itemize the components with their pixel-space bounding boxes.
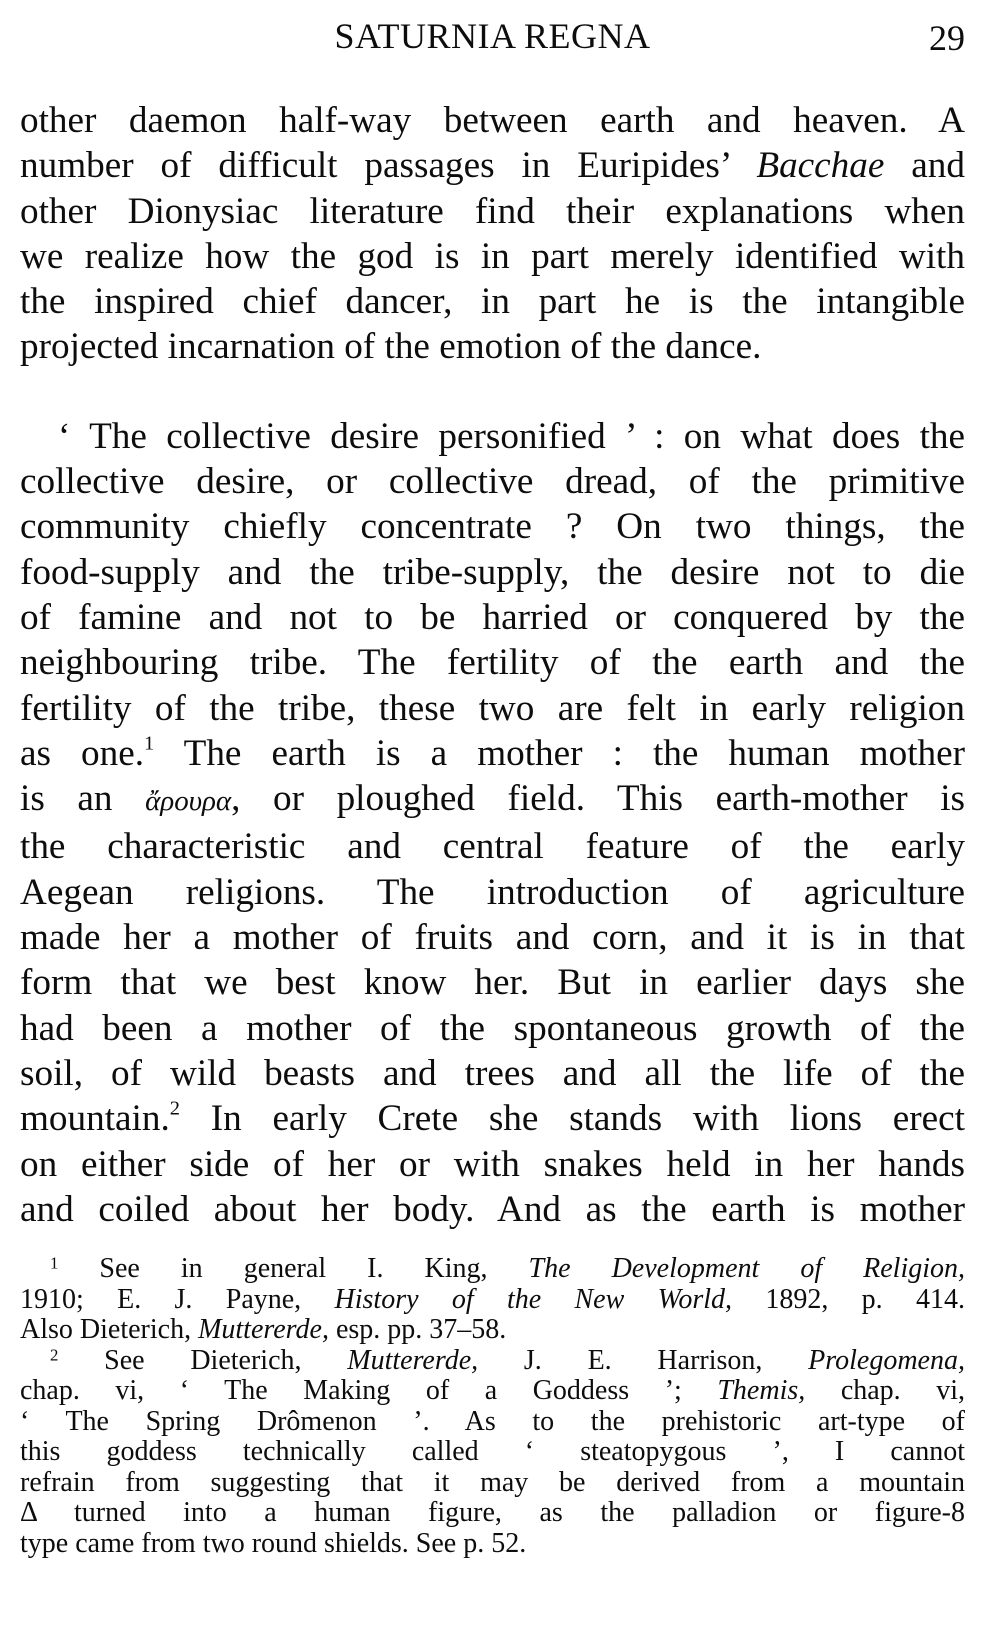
italic-title: Muttererde,: [198, 1314, 329, 1346]
footnotes: [20, 1254, 965, 1559]
footnote-2-line: refrain from suggesting that it may be derived from a mountain: [20, 1466, 965, 1498]
text-span: 1892, p. 414.: [732, 1283, 965, 1315]
text-line: projected incarnation of the emotion of the dance.: [20, 326, 762, 368]
text-line: Aegean religions. The introduction of agriculture: [20, 871, 965, 913]
text-span: mountain.: [20, 1098, 170, 1140]
text-line: fertility of the tribe, these two are felt in early religion: [20, 687, 965, 729]
text-line: [20, 143, 965, 188]
text-line: collective desire, or collective dread, of the primitive: [20, 461, 965, 503]
footnote-2-line: this goddess technically called ‘ steatopygous ’, I cannot: [20, 1436, 965, 1468]
text-span: , or ploughed field. This earth-mother is: [231, 778, 966, 820]
text-line: ‘ The collective desire personified ’ : on what does the: [58, 415, 965, 457]
text-span: and: [884, 145, 965, 187]
text-line: had been a mother of the spontaneous growth of the: [20, 1007, 965, 1049]
text-span: esp. pp. 37–58.: [328, 1314, 507, 1346]
paragraph-1: [20, 98, 965, 370]
italic-title: History of the New World,: [334, 1283, 733, 1315]
running-title: SATURNIA REGNA: [334, 16, 651, 56]
italic-title: Themis,: [717, 1375, 806, 1407]
footnote-2-line: [20, 1346, 965, 1377]
text-line: we realize how the god is in part merely identified with: [20, 235, 965, 277]
text-span: J. E. Harrison,: [478, 1344, 809, 1376]
text-span: chap. vi,: [805, 1375, 966, 1407]
text-span: The earth is a mother : the human mother: [154, 732, 966, 774]
page-number: 29: [929, 18, 965, 58]
text-span: See Dieterich,: [58, 1344, 348, 1376]
footnote-ref-1[interactable]: 1: [144, 732, 155, 755]
italic-title-bacchae: Bacchae: [756, 145, 885, 187]
text-line: on either side of her or with snakes held in her hands: [20, 1143, 965, 1185]
text-line: [20, 1096, 965, 1141]
text-line: neighbouring tribe. The fertility of the earth and the: [20, 642, 965, 684]
footnote-mark-2: 2: [50, 1345, 59, 1365]
footnote-2-line: ‘ The Spring Drômenon ’. As to the prehistoric art-type of: [20, 1405, 965, 1437]
text-line: food-supply and the tribe-supply, the desire not to die: [20, 551, 965, 593]
text-line: other daemon half-way between earth and heaven. A: [20, 100, 965, 141]
greek-word: ἄρουρα: [145, 785, 232, 818]
text-span: chap. vi, ‘ The Making of a Goddess ’;: [20, 1375, 718, 1407]
text-span: 1910; E. J. Payne,: [20, 1283, 335, 1315]
footnote-1-line: [20, 1285, 965, 1316]
text-line: of famine and not to be harried or conquered by the: [20, 596, 965, 638]
italic-title: Prolegomena,: [808, 1344, 965, 1376]
footnote-1-line: [20, 1254, 965, 1285]
footnote-2-line: [20, 1376, 965, 1407]
text-line: [20, 776, 965, 824]
footnote-ref-2[interactable]: 2: [169, 1097, 181, 1120]
text-line: form that we best know her. But in earlier days she: [20, 962, 965, 1004]
footnote-mark-1: 1: [50, 1253, 59, 1273]
text-line: the inspired chief dancer, in part he is the intangible: [20, 281, 965, 323]
text-line: the characteristic and central feature of the early: [20, 826, 965, 868]
text-line: community chiefly concentrate ? On two things, the: [20, 506, 965, 548]
footnote-2-line: type came from two round shields. See p. 52.: [20, 1527, 527, 1559]
text-span: is an: [20, 778, 146, 820]
paragraph-2: [20, 414, 965, 1232]
text-line: and coiled about her body. And as the earth is mother: [20, 1188, 965, 1230]
text-span: number of difficult passages in Euripides’: [20, 145, 757, 187]
text-span: In early Crete she stands with lions erect: [180, 1098, 965, 1140]
text-line: [20, 731, 965, 776]
book-page: [20, 12, 965, 1559]
text-line: made her a mother of fruits and corn, and it is in that: [20, 917, 965, 959]
footnote-2-line: Δ turned into a human figure, as the palladion or figure-8: [20, 1497, 965, 1529]
italic-title: Muttererde,: [347, 1344, 479, 1376]
text-line: other Dionysiac literature find their explanations when: [20, 190, 965, 232]
footnote-1-line: [20, 1315, 965, 1346]
text-line: soil, of wild beasts and trees and all the life of the: [20, 1052, 965, 1094]
running-head: [20, 12, 965, 72]
text-span: See in general I. King,: [58, 1253, 529, 1285]
text-span: Also Dieterich,: [20, 1314, 199, 1346]
text-span: as one.: [20, 732, 145, 774]
italic-title: The Development of Religion,: [528, 1253, 966, 1285]
